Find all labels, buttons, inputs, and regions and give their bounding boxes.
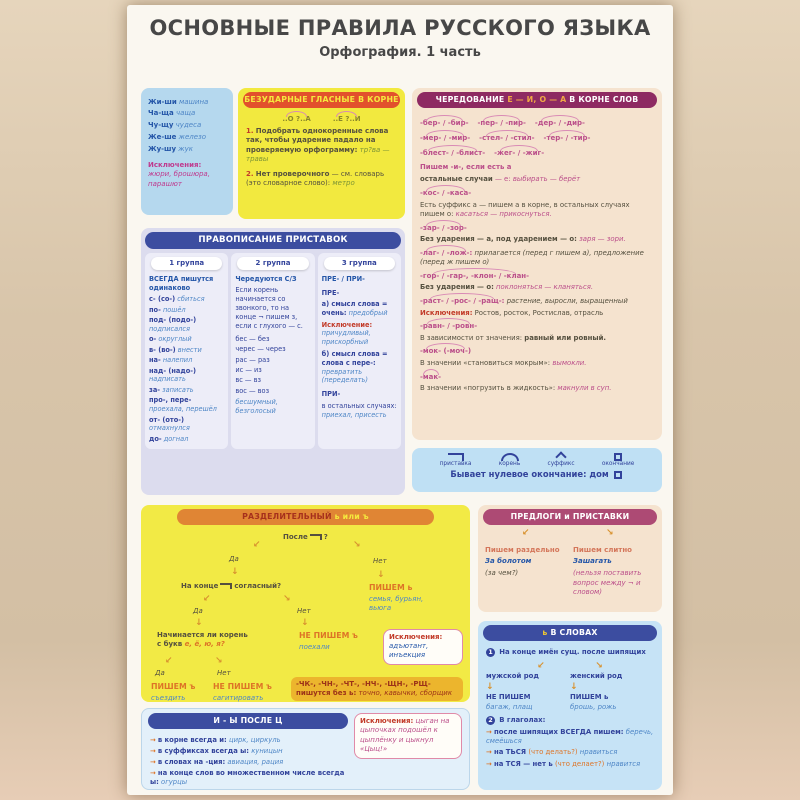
arrow-down-icon: ↓ — [377, 569, 385, 580]
prepositions-together: Пишем слитно Зашагать (нельзя поставить вопрос между ¬ и словом) — [573, 545, 642, 597]
prefix-pair: бес — без — [235, 334, 270, 343]
group3-pill: 3 группа — [324, 257, 395, 270]
prefix-item: от- (ото-) отмахнулся — [149, 415, 190, 433]
flow-q2: На конце согласный? — [181, 581, 282, 590]
arrow-down-right-icon: ↘ — [353, 539, 361, 550]
prefix-pair: рас — раз — [235, 355, 270, 364]
morpheme-ending: окончание — [602, 453, 635, 468]
flow-write-hard: ПИШЕМ ъ — [151, 681, 196, 691]
separator-header: РАЗДЕЛИТЕЛЬНЫЙ ь или ъ — [177, 509, 434, 525]
arrow-down-icon: ↓ — [195, 617, 203, 628]
alternation-mak-rule: В значении «погрузить в жидкость»: макнули в суп. — [420, 384, 612, 393]
prefix-pair: черес — через — [235, 345, 286, 354]
flow-write-soft: ПИШЕМ ь — [369, 582, 413, 592]
zero-ending-note: Бывает нулевое окончание: дом — [412, 469, 662, 480]
circled-number-icon: 1 — [486, 648, 495, 657]
section-prefixes — [141, 228, 405, 495]
group1-subtitle: ВСЕГДА пишутся одинаково — [149, 275, 214, 292]
morpheme-root: корень — [499, 453, 521, 468]
section-unstressed-vowels — [238, 88, 405, 219]
flow-no-2: Нет — [297, 606, 311, 615]
alternation-kos-rule: Есть суффикс а — пишем а в корне, в остальных случаях пишем о: касаться — прикоснуться. — [420, 200, 630, 219]
alternation-ravn-rule: В зависимости от значения: равный или ровный. — [420, 333, 607, 342]
page-title: ОСНОВНЫЕ ПРАВИЛА РУССКОГО ЯЗЫКА — [149, 16, 651, 40]
arrow-down-left-icon: ↙ — [203, 593, 211, 604]
branch-arrows — [486, 660, 654, 672]
flow-write-soft-example: семья, бурьян, вьюга — [369, 594, 424, 612]
flow-no-3: Нет — [217, 668, 231, 677]
zhi-shi-rule-list — [148, 98, 226, 155]
flow-q3: Начинается ли корень с букв е, ё, ю, я? — [157, 630, 248, 648]
section-i-y-after-ts — [141, 708, 470, 790]
group3-rule-a: а) смысл слова = очень: предобрый — [321, 300, 388, 318]
alternation-roots-row: -мер- / -мир- -стел- / -стил- -тер- / -тир- — [420, 133, 591, 142]
alternation-mak-roots: -мак- — [420, 372, 442, 381]
i-y-rule: → на конце слов во множественном числе всегда ы: огурцы — [150, 769, 345, 787]
flow-no-write-mid-example: поехали — [299, 642, 330, 651]
group2-subtitle: Чередуются С/З — [235, 275, 297, 284]
group1-pill: 1 группа — [151, 257, 222, 270]
alternation-rule-i: Пишем -и-, если есть а — [420, 162, 512, 171]
arrow-down-left-icon: ↙ — [165, 655, 173, 666]
root-symbol-icon — [501, 453, 519, 461]
prefix-item: за- записать — [149, 385, 194, 394]
arrow-down-right-icon: ↘ — [215, 655, 223, 666]
group2-examples: бесшумный, безголосый — [235, 398, 278, 416]
alternation-lag-rule: -лаг- / -лож-: прилагается (перед г пишем а), предложение (перед ж пишем о) — [420, 248, 644, 267]
zhi-shi-rule: Жи-ши машина — [148, 97, 209, 106]
prefixes-group-3 — [318, 253, 401, 450]
arrow-down-right-icon: ↘ — [606, 528, 614, 538]
alternation-zar-roots: -зар- / -зор- — [420, 223, 467, 232]
i-y-header: И - Ы ПОСЛЕ Ц — [148, 713, 348, 729]
verb-rule-2: → на ТЬСЯ (что делать?) нравиться — [486, 748, 618, 757]
group2-rule: Если корень начинается со звонкого, то на конце ¬ пишем з, если с глухого — с. — [235, 286, 303, 330]
prefix-item: над- (надо-) надписать — [149, 366, 196, 384]
alternation-mok-roots: -мок- (-моч-) — [420, 347, 472, 356]
group3-exceptions: Исключение: причудливый, прискорбный — [321, 320, 373, 347]
soft-sign-feminine: женский род ↓ ПИШЕМ ь брошь, рожь — [570, 671, 623, 711]
prefix-item: о- округлый — [149, 335, 192, 344]
soft-sign-rule-2: 2 В глаголах: — [486, 716, 654, 725]
prefix-pair: ис — из — [235, 366, 262, 375]
arrow-down-left-icon: ↙ — [537, 660, 545, 671]
separator-exceptions-card: Исключения: адъютант, инъекция — [383, 629, 463, 665]
alternation-gor-rule: Без ударения — о: поклоняться — кланяться. — [420, 283, 594, 292]
group3-subtitle: ПРЕ- / ПРИ- — [321, 275, 365, 284]
prefix-item: по- пошёл — [149, 305, 186, 314]
group3-pri-rule: в остальных случаях: приехал, присесть — [321, 401, 397, 419]
no-soft-sign-combos: -ЧК-, -ЧН-, -ЧТ-, -НЧ-, -ЩН-, -РЩ- пишутся без ь: точно, кавычки, сборщик — [291, 677, 463, 702]
arrow-down-icon: ↓ — [231, 566, 239, 577]
page-subtitle: Орфография. 1 часть — [319, 45, 481, 60]
arrow-down-icon: ↓ — [570, 682, 578, 693]
group1-list — [149, 295, 224, 443]
alternation-roots-row: -бер- / -бир- -пер- / -пир- -дер- / -дир- — [420, 118, 585, 127]
morpheme-suffix: суффикс — [548, 453, 575, 468]
unstressed-rule-2: 2. Нет проверочного — см. словарь (это словарное слово): метро — [246, 169, 385, 188]
ending-symbol-icon — [614, 453, 622, 461]
prefix-pair: вос — воз — [235, 386, 270, 395]
soft-sign-header: ь В СЛОВАХ — [483, 625, 657, 641]
section-prepositions — [478, 505, 662, 612]
prefix-item: с- (со-) сбиться — [149, 295, 205, 304]
prepositions-separate: Пишем раздельно За болотом (за чем?) — [485, 545, 560, 578]
prefix-item: на- налепил — [149, 356, 193, 365]
morpheme-prefix: приставка — [440, 453, 472, 468]
prefix-pair: вс — вз — [235, 376, 262, 385]
flow-yes-2: Да — [193, 606, 203, 615]
i-y-rule: → в корне всегда и: цирк, циркуль — [150, 735, 281, 744]
group3-rule-b: б) смысл слова = слова с пере-: превратить (переделать) — [321, 349, 388, 385]
arrow-down-left-icon: ↙ — [522, 528, 530, 538]
ending-symbol-icon — [614, 471, 622, 479]
section-soft-sign — [478, 621, 662, 790]
unstressed-patterns: ..О ?..А ..Е ?..И — [282, 115, 361, 124]
prefix-symbol-icon — [448, 453, 464, 461]
arrow-down-icon: ↓ — [486, 682, 494, 693]
flow-no-write-example: сагитировать — [213, 693, 264, 702]
group3-pre-label: ПРЕ- — [321, 288, 340, 297]
group2-pairs — [235, 335, 310, 396]
alternation-mok-rule: В значении «становиться мокрым»: вымокли. — [420, 359, 587, 368]
alternation-zar-rule: Без ударения — а, под ударением — о: заря — зори. — [420, 235, 626, 244]
i-y-rule: → в суффиксах всегда ы: куницын — [150, 746, 283, 755]
flow-yes-3: Да — [155, 668, 165, 677]
prefixes-header: ПРАВОПИСАНИЕ ПРИСТАВОК — [145, 232, 401, 249]
verb-rule-3: → на ТСЯ — нет ь (что делает?) нравится — [486, 759, 641, 768]
prefix-item: до- догнал — [149, 434, 189, 443]
zhi-shi-rule: Же-ше железо — [148, 133, 207, 142]
alternation-gor-roots: -гор- / -гар-, -клон- / -клан- — [420, 271, 530, 280]
flow-q1: После ? — [283, 532, 328, 541]
flow-yes-1: Да — [229, 554, 239, 563]
alternation-roots-row: -блест- / -блист- -жег- / -жиг- — [420, 149, 545, 158]
alternation-rule-e: остальные случаи — е: выбирать — берёт — [420, 174, 581, 183]
flow-no-write-mid: НЕ ПИШЕМ ъ — [299, 630, 358, 640]
alternation-ravn-roots: -равн- / -ровн- — [420, 322, 478, 331]
section-morphemes — [412, 448, 662, 492]
i-y-rule: → в словах на -ция: авиация, рация — [150, 757, 284, 766]
alternation-kos-roots: -кос- / -каса- — [420, 188, 472, 197]
circled-number-icon: 2 — [486, 716, 495, 725]
soft-sign-rule-1: 1 На конце имён сущ. после шипящих — [486, 648, 654, 657]
alternation-rast-rule: -раст- / -рос- / -ращ-: растение, выросли, выращенный — [420, 296, 628, 305]
section-root-alternation — [412, 88, 662, 440]
arrow-down-right-icon: ↘ — [595, 660, 603, 671]
zhi-shi-rule: Ча-ща чаща — [148, 109, 196, 118]
flow-no-write: НЕ ПИШЕМ ъ — [213, 681, 272, 691]
prefixes-group-1 — [145, 253, 228, 450]
unstressed-rule-1: 1. Подобрать однокоренные слова так, чтобы ударение падало на проверяемую орфограмму: тр?ва — травы — [246, 126, 390, 164]
prefix-item: в- (во-) внести — [149, 345, 202, 354]
i-y-rule-list — [142, 732, 357, 792]
zhi-shi-exceptions: Исключения: жюри, брошюра, парашют — [148, 160, 210, 188]
arrow-down-left-icon: ↙ — [253, 539, 261, 550]
zhi-shi-rule: Жу-шу жук — [148, 145, 193, 154]
alternation-header: ЧЕРЕДОВАНИЕ Е — И, О — А В КОРНЕ СЛОВ — [417, 92, 657, 108]
flow-no-1: Нет — [373, 556, 387, 565]
arrow-down-right-icon: ↘ — [283, 593, 291, 604]
group3-pri-label: ПРИ- — [321, 390, 341, 399]
soft-sign-masculine: мужской род ↓ НЕ ПИШЕМ багаж, плащ — [486, 671, 539, 711]
prepositions-header: ПРЕДЛОГИ и ПРИСТАВКИ — [483, 509, 657, 525]
unstressed-header: БЕЗУДАРНЫЕ ГЛАСНЫЕ В КОРНЕ — [243, 92, 400, 108]
section-zhi-shi — [141, 88, 233, 215]
i-y-exceptions-card: Исключения: цыган на цыпочках подошёл к цыплёнку и цыкнул «Цыц!» — [354, 713, 462, 759]
flow-write-hard-example: съездить — [151, 693, 186, 702]
verb-rule-1: → после шипящих ВСЕГДА пишем: беречь, смеёшься — [486, 727, 654, 746]
prefix-item: про-, пере- проехала, перешёл — [149, 396, 217, 414]
alternation-rast-exceptions: Исключения: Ростов, росток, Ростислав, отрасль — [420, 308, 604, 317]
group2-pill: 2 группа — [237, 257, 308, 270]
zhi-shi-rule: Чу-щу чудеса — [148, 121, 202, 130]
prefixes-group-2 — [231, 253, 314, 450]
prefix-item: под- (подо-) подписался — [149, 316, 197, 333]
section-separator-signs — [141, 505, 470, 702]
arrow-down-icon: ↓ — [301, 617, 309, 628]
